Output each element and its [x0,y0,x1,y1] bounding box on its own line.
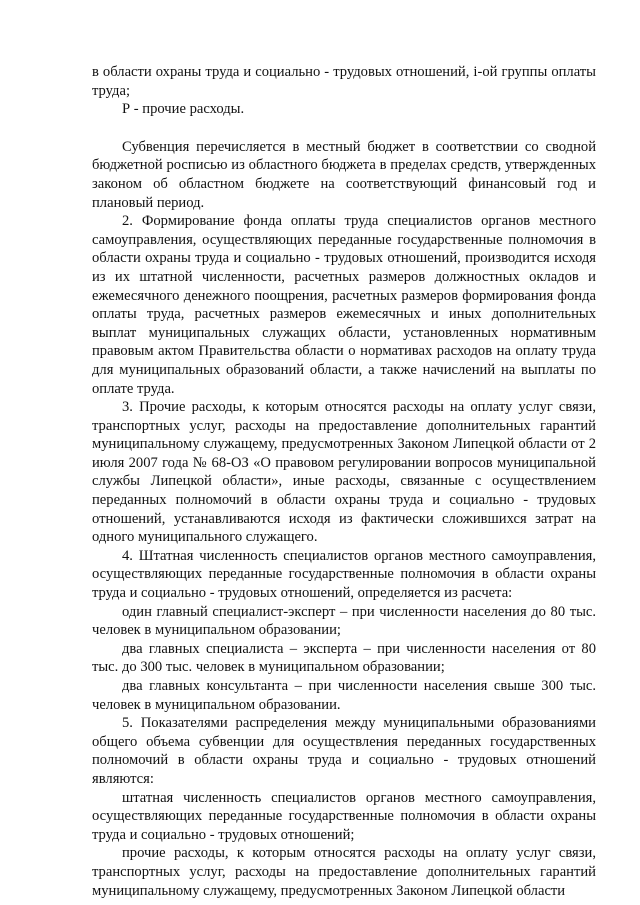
paragraph-staff-over-300k: два главных консультанта – при численности населения свыше 300 тыс. человек в муниципальном образовании. [92,678,596,713]
paragraph-continuation: в области охраны труда и социально - трудовых отношений, i-ой группы оплаты труда; [92,64,596,99]
paragraph-staff-80k-300k: два главных специалиста – эксперта – при численности населения от 80 тыс. до 300 тыс. человек в муниципальном образовании; [92,640,596,676]
paragraph-other-expenses-definition: Р - прочие расходы. [122,101,245,118]
paragraph-item-3: 3. Прочие расходы, к которым относятся расходы на оплату услуг связи, транспортных услуг, расходы на предоставление дополнительных гарантий муниципальному служащему, предусмотренных Законом Липецкой области от 2 июля 2007 года № 68-ОЗ «О правовом регулировании вопросов муниципальной службы Липецкой области», иные расходы, связанные с осуществлением переданных полномочий в области охраны труда и социально - трудовых отношений, устанавливаются исходя из фактически сложившихся затрат на одного муниципального служащего. [92,399,596,546]
paragraph-subvention-transfer: Субвенция перечисляется в местный бюджет в соответствии со сводной бюджетной росписью из областного бюджета в пределах средств, утвержденных законом об областном бюджете на соответствующий финансовый год и плановый период. [92,138,596,211]
paragraph-indicator-staff: штатная численность специалистов органов местного самоуправления, осуществляющих переданные государственные полномочия в области охраны труда и социально - трудовых отношений; [92,789,596,843]
paragraph-item-2: 2. Формирование фонда оплаты труда специалистов органов местного самоуправления, осуществляющих переданные государственные полномочия в области охраны труда и социально - трудовых отношений, производится исходя из их штатной численности, расчетных размеров должностных окладов и ежемесячного денежного поощрения, расчетных размеров формирования фонда оплаты труда, расчетных размеров ежемесячных и иных дополнительных выплат муниципальных служащих области, установленных нормативным правовым актом Правительства области о нормативах расходов на оплату труда для муниципальных образований области, а также начислений на выплаты по оплате труда. [92,213,596,397]
paragraph-indicator-other-expenses: прочие расходы, к которым относятся расходы на оплату услуг связи, транспортных услуг, расходы на предоставление дополнительных гарантий муниципальному служащему, предусмотренных Законом Липецкой области [92,845,596,899]
paragraph-item-5: 5. Показателями распределения между муниципальными образованиями общего объема субвенции для осуществления переданных государственных полномочий в области охраны труда и социально - трудовых отношений являются: [92,715,596,787]
paragraph-item-4: 4. Штатная численность специалистов органов местного самоуправления, осуществляющих переданные государственные полномочия в области охраны труда и социально - трудовых отношений, определяется из расчета: [92,547,596,602]
paragraph-gap [92,119,596,138]
paragraph-staff-up-to-80k: один главный специалист-эксперт – при численности населения до 80 тыс. человек в муниципальном образовании; [92,603,596,639]
